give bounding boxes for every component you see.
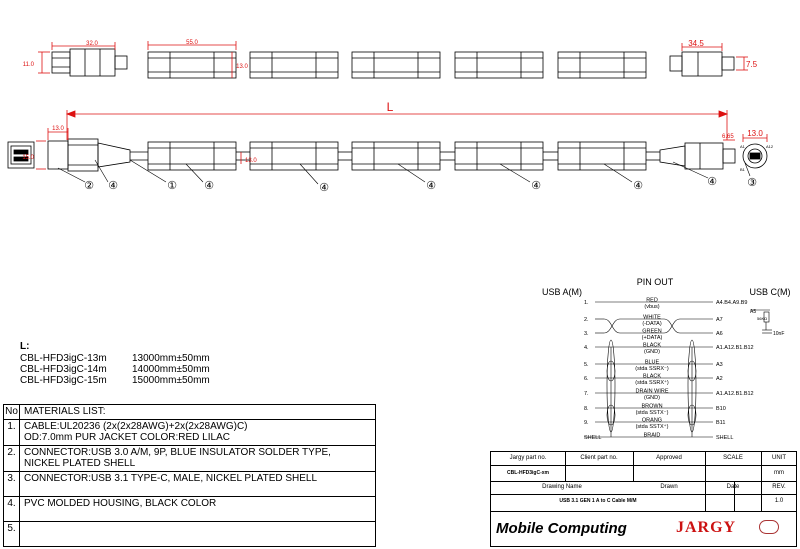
length-row-value: 13000mm±50mm: [132, 353, 210, 364]
materials-header-row: [4, 405, 375, 419]
pinout-right-label: USB C(M): [749, 287, 791, 297]
materials-text: CABLE:UL20236 (2x(2x28AWG)+2x(2x28AWG)C) OD:7.0mm PUR JACKET COLOR:RED LILAC: [24, 421, 248, 443]
title-block: [490, 451, 797, 547]
dim-segment-height-label: 13.0: [236, 64, 248, 70]
callout-4: ④: [633, 179, 643, 192]
pinout-right-pin: A1.A12.B1.B12: [716, 345, 754, 351]
callout-4: ④: [426, 179, 436, 192]
pinout-wire: GREEN: [642, 328, 662, 335]
brand-jargy: JARGY: [676, 519, 737, 536]
jargy-part-no-value: CBL-HFD3igC-xm: [507, 470, 549, 476]
materials-text: PVC MOLDED HOUSING, BLACK COLOR: [24, 498, 217, 509]
pinout-wire: BLACK: [642, 342, 662, 349]
dim-typec-diameter-label: 13.0: [747, 129, 763, 138]
dim-usb-a-length-label: 13.0: [52, 126, 64, 132]
pinout-wire: BROWN: [641, 403, 663, 410]
rev-label: REV.: [772, 484, 786, 490]
dim-usb-a: [36, 128, 68, 169]
pinout-wire-sub: (stda SSTX⁺): [635, 424, 669, 430]
approved-label: Approved: [656, 455, 682, 461]
dim-plug-height-label: 11.0: [22, 62, 34, 68]
pinout-pin: SHELL: [584, 435, 602, 441]
pinout-pin: 9.: [584, 420, 589, 426]
pinout-pin: 4.: [584, 345, 589, 351]
materials-no-header: No: [4, 405, 20, 419]
typec-pin-label: A12: [766, 144, 774, 149]
dim-segment-length-label: 55.0: [186, 40, 198, 46]
pinout-wire: BRAID: [643, 432, 661, 439]
length-row-part: CBL-HFD3igC-14m: [20, 364, 107, 375]
length-row-value: 14000mm±50mm: [132, 364, 210, 375]
pinout-right-pin: A7: [716, 317, 723, 323]
dim-typec-height-label: 7.5: [746, 60, 758, 69]
pinout-wire: BLACK: [642, 373, 662, 380]
scale-label: SCALE: [723, 455, 743, 461]
materials-header: MATERIALS LIST:: [24, 406, 106, 417]
dim-overall-length: [67, 110, 727, 140]
main-segment-3: [352, 142, 440, 170]
dim-typec-length-label: 34.5: [688, 39, 704, 48]
pinout-wire-sub: (vbus): [644, 304, 660, 310]
pinout-resistor-value: 56KΩ: [757, 316, 768, 321]
dim-mid-height-label: 13.0: [245, 158, 257, 164]
callout-4: ④: [319, 181, 329, 194]
pinout-resistor-pin: A5: [750, 309, 757, 315]
drawing-name-value: USB 3.1 GEN 1 A to C Cable M/M: [559, 498, 637, 504]
segment-5: [558, 52, 646, 78]
dim-overall-length-label: L: [386, 100, 394, 114]
pinout-wire-sub: (stda SSTX⁻): [635, 410, 669, 416]
callout-4: ④: [204, 179, 214, 192]
cable-line: [130, 152, 660, 160]
main-segment-2: [250, 142, 338, 170]
pinout-pin: 5.: [584, 362, 589, 368]
dim-usb-a-height-label: 15.0: [22, 155, 34, 161]
materials-row: [4, 445, 375, 471]
logo-icon: [759, 520, 779, 534]
drawing-name-label: Drawing Name: [542, 484, 582, 490]
typec-side-view: [670, 52, 734, 76]
pinout-pin: 6.: [584, 376, 589, 382]
top-segments: [148, 52, 646, 78]
typec-front-view: [743, 144, 767, 168]
main-segment-4: [455, 142, 543, 170]
callout-2: ②: [84, 179, 94, 192]
segment-1: [148, 52, 236, 78]
rev-value: 1.0: [774, 498, 784, 504]
jargy-part-no-label: Jargy part no.: [509, 455, 547, 461]
dim-segment: [148, 41, 236, 78]
main-segments: [148, 142, 646, 170]
unit-label: UNIT: [772, 455, 786, 461]
pinout-wire-sub: (GND): [644, 395, 660, 401]
callout-4: ④: [531, 179, 541, 192]
pinout-right-pin: A6: [716, 331, 723, 337]
pinout-left-label: USB A(M): [541, 287, 583, 297]
materials-no: 5.: [4, 522, 20, 546]
materials-table: [3, 404, 376, 547]
typec-pin-label: A1: [740, 144, 745, 149]
pinout-wire-sub: (+DATA): [641, 335, 663, 341]
length-row-part: CBL-HFD3igC-13m: [20, 353, 107, 364]
pinout-capacitor: 10nF: [773, 331, 785, 337]
typec-pin-label: B1: [740, 167, 745, 172]
client-part-no-label: Client part no.: [580, 455, 618, 461]
segment-3: [352, 52, 440, 78]
pinout-pin: 1.: [584, 300, 589, 306]
main-segment-1: [148, 142, 236, 170]
pinout-pin: 2.: [584, 317, 589, 323]
materials-no: 4.: [4, 497, 20, 521]
pinout-right-pin: A1.A12.B1.B12: [716, 391, 754, 397]
dim-plug-length: [38, 42, 115, 73]
materials-no: 3.: [4, 472, 20, 496]
length-row-value: 15000mm±50mm: [132, 375, 210, 386]
drawn-label: Drawn: [660, 484, 678, 490]
date-label: Date: [726, 484, 740, 490]
callout-1: ①: [167, 179, 177, 192]
materials-row: [4, 496, 375, 521]
typec-body: [660, 143, 735, 169]
pinout-pin: 3.: [584, 331, 589, 337]
length-row-part: CBL-HFD3igC-15m: [20, 375, 107, 386]
pinout-wire: DRAIN WIRE: [635, 388, 669, 395]
materials-row: [4, 521, 375, 546]
segment-4: [455, 52, 543, 78]
materials-row: [4, 419, 375, 445]
dim-plug-length-label: 32.0: [86, 41, 98, 47]
pinout-title: PIN OUT: [636, 277, 674, 287]
pinout-wire-sub: (GND): [644, 349, 660, 355]
materials-no: 1.: [4, 420, 20, 445]
pinout-wire-sub: (stda SSRX⁻): [635, 366, 669, 372]
callout-4: ④: [707, 175, 717, 188]
callout-4: ④: [108, 179, 118, 192]
segment-2: [250, 52, 338, 78]
pinout-right-pin: B10: [716, 406, 726, 412]
materials-text: CONNECTOR:USB 3.0 A/M, 9P, BLUE INSULATOR SOLDER TYPE, NICKEL PLATED SHELL: [24, 447, 331, 469]
pinout-right-pin: A4.B4.A9.B9: [716, 300, 748, 306]
callout-3: ③: [747, 176, 757, 189]
pinout-right-pin: A2: [716, 376, 723, 382]
materials-text: CONNECTOR:USB 3.1 TYPE-C, MALE, NICKEL PLATED SHELL: [24, 473, 318, 484]
pinout-right-pin: B11: [716, 420, 726, 426]
pinout-wire: ORANG: [641, 417, 663, 424]
pinout-wire-sub: (stda SSRX⁺): [635, 380, 669, 386]
dim-typec-small-label: 6.65: [722, 134, 734, 140]
main-segment-5: [558, 142, 646, 170]
materials-row: [4, 471, 375, 496]
pinout-pin: 7.: [584, 391, 589, 397]
length-heading: L:: [20, 341, 30, 352]
pinout-schematic: [584, 302, 772, 437]
usb-a-plug-body: [48, 139, 130, 171]
brand-mobile-computing: Mobile Computing: [496, 520, 627, 537]
pinout-right-pin: SHELL: [716, 435, 734, 441]
unit-value: mm: [774, 470, 784, 476]
usb-a-side-view: [52, 49, 127, 76]
pinout-wire-sub: (-DATA): [642, 321, 662, 327]
materials-no: 2.: [4, 446, 20, 471]
pinout-wire: WHITE: [643, 314, 661, 321]
pinout-wire: RED: [646, 297, 658, 304]
pinout-right-pin: A3: [716, 362, 723, 368]
pinout-pin: 8.: [584, 406, 589, 412]
pinout-wire: BLUE: [644, 359, 660, 366]
